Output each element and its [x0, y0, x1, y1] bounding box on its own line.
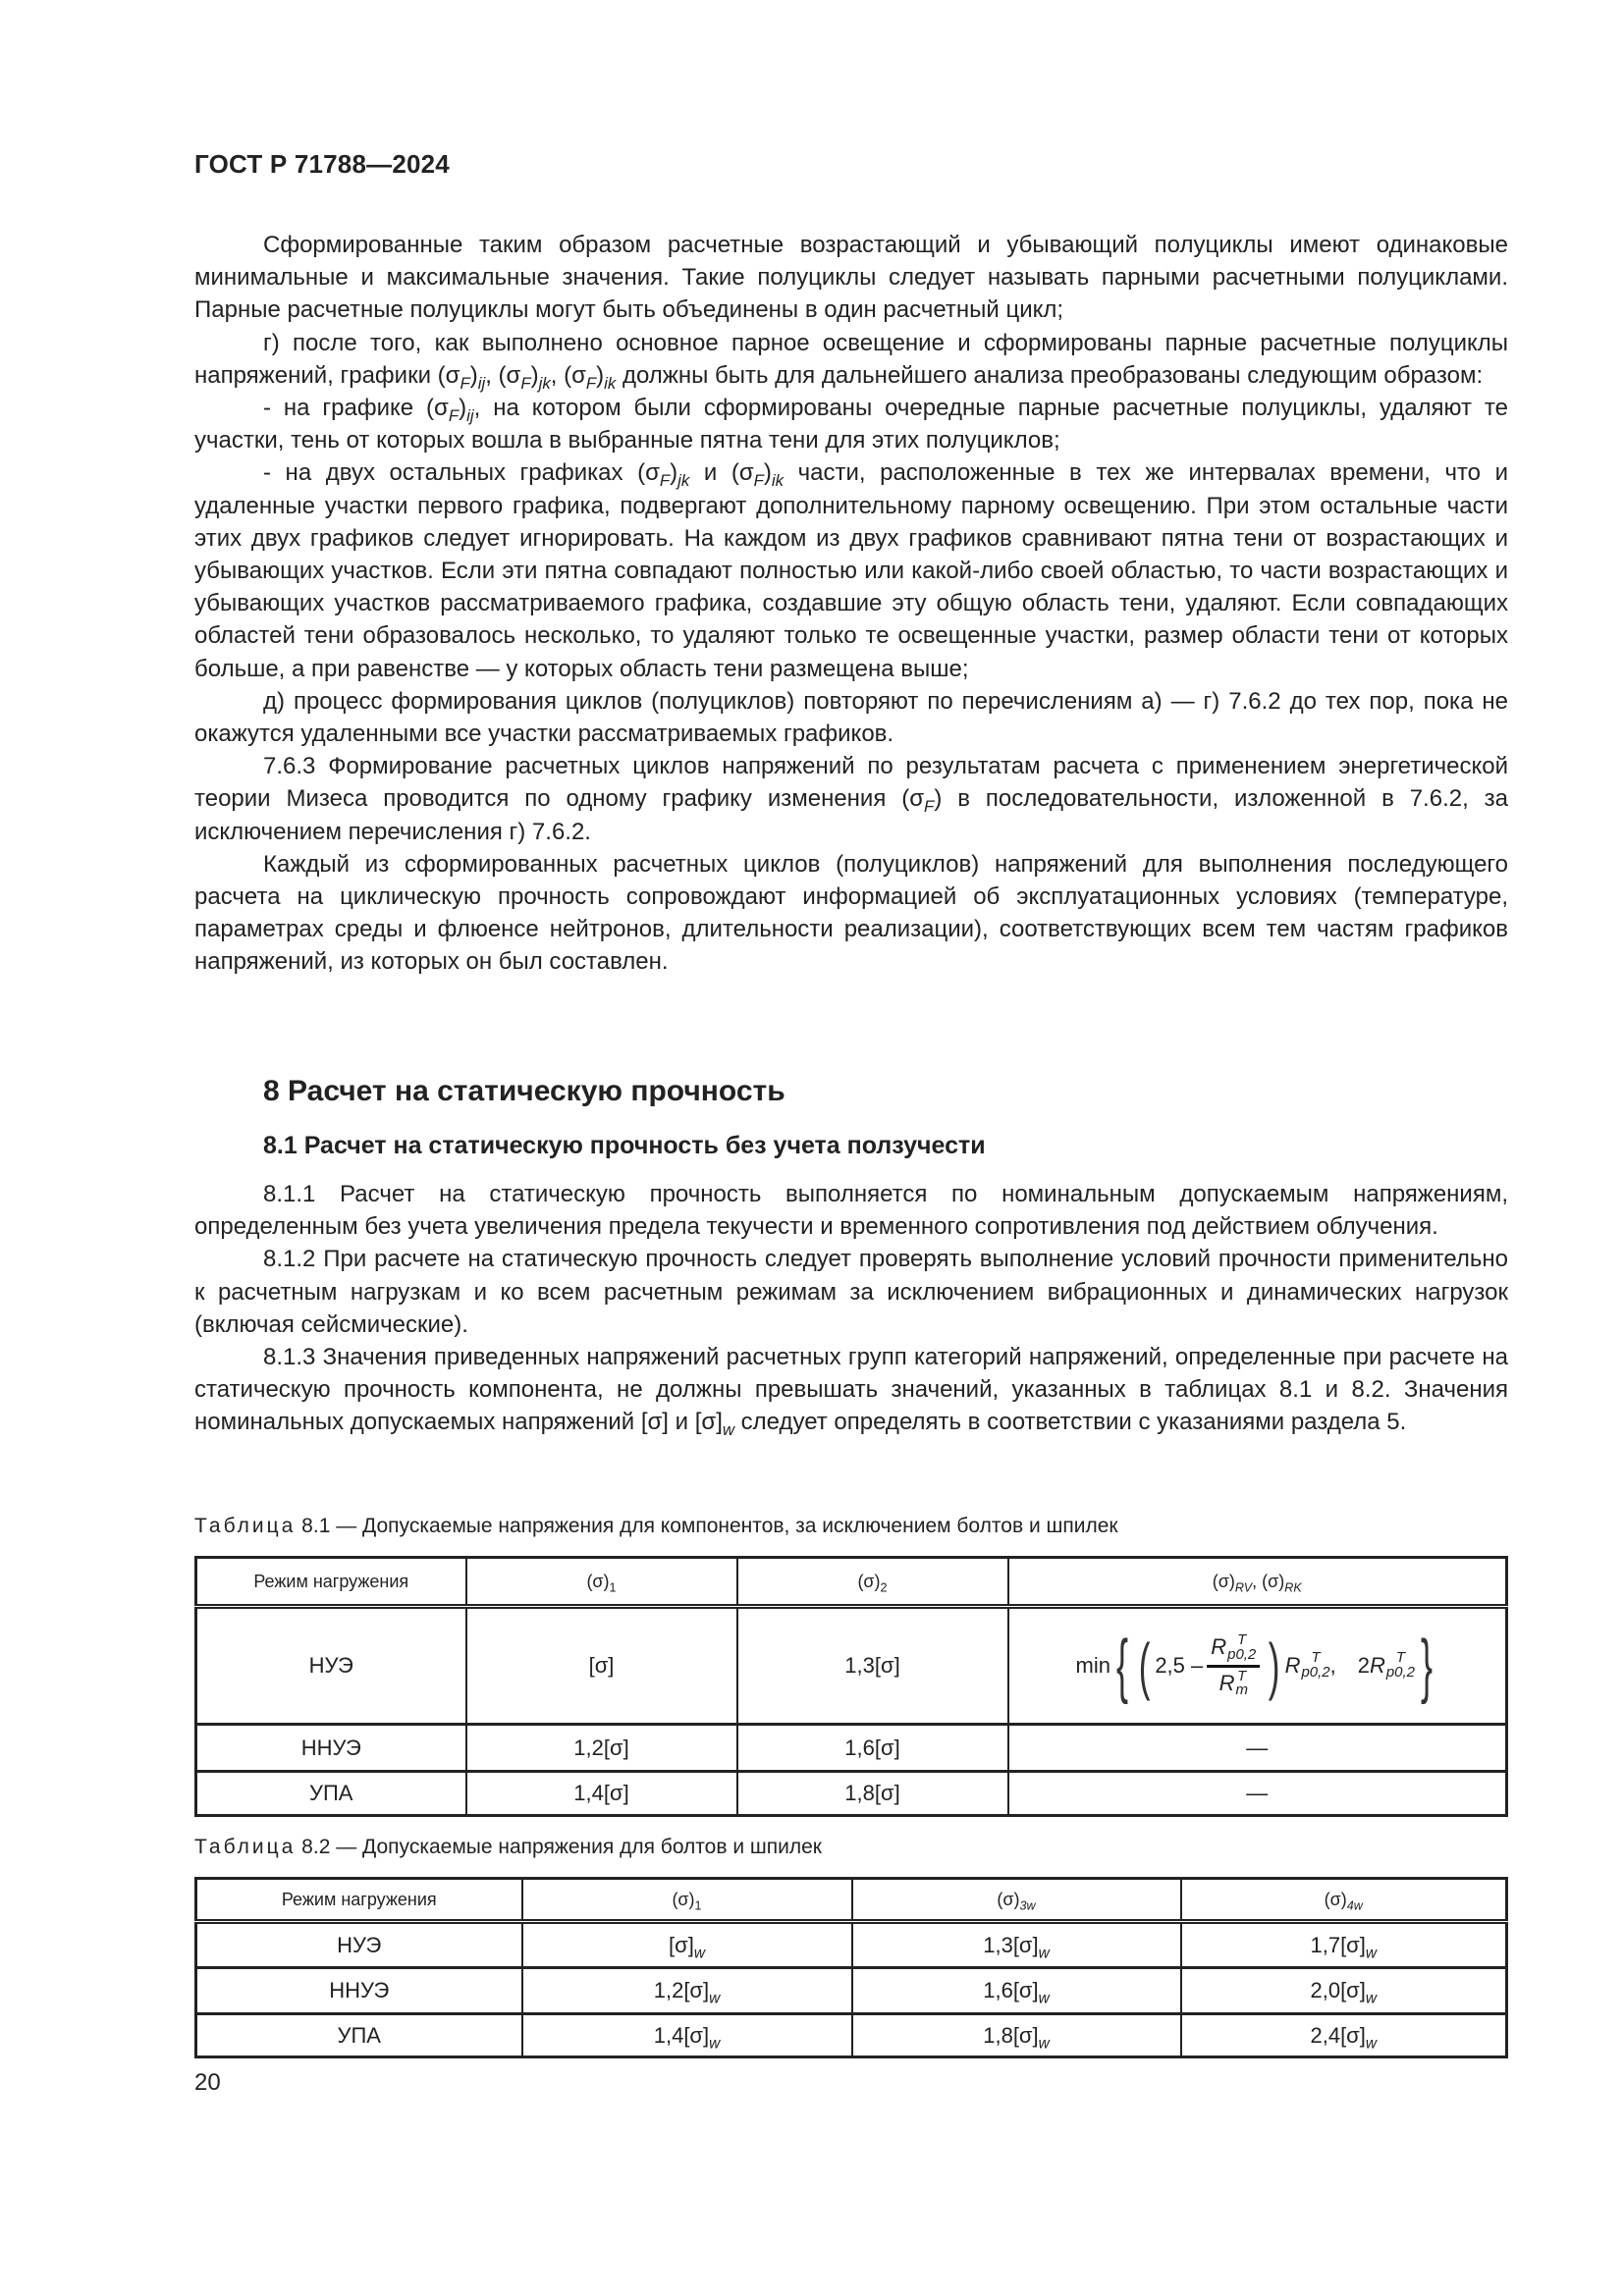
table-8-1-caption: Таблица 8.1 — Допускаемые напряжения для компонентов, за исключением болтов и шпилек	[194, 1515, 1118, 1537]
column-header-sigma1: $(\sigma)_1$	[522, 1879, 852, 1922]
table-header-row	[196, 1558, 1507, 1607]
paragraph-cycle-info: Каждый из сформированных расчетных циклов (полуциклов) напряжений для выполнения последующего расчета на циклическую прочность сопровождают информацией об эксплуатационных условиях (температуре, параметрах среды и флюенсе нейтронов, длительности реализации), соответствующих всем тем частям графиков напряжений, из которых он был составлен.	[194, 850, 1508, 976]
paragraph-item-g: г) после того, как выполнено основное парное освещение и сформированы парные расчетные полуциклы напряжений, графики $(\sigma_F)_{ij}$, $(\sigma_F)_{jk}$, $(\sigma_F)_{ik}$ должны быть для дальнейшего анализа преобразованы следующим образом:	[194, 329, 1508, 393]
cell-sigma-rv-rk: —	[1008, 1725, 1507, 1772]
cell-sigma1: [σ]	[466, 1607, 737, 1725]
cell-sigma1: 1,4[σ]	[466, 1772, 737, 1816]
cell-sigma4w: $2,0[\sigma]_w$	[1181, 1968, 1507, 2014]
cell-mode: ННУЭ	[196, 1725, 466, 1772]
cell-sigma3w: $1,8[\sigma]_w$	[852, 2014, 1181, 2057]
paragraph-dash-first-graph: - на графике $(\sigma_F)_{ij}$, на котором были сформированы очередные парные расчетные полуциклы, удаляют те участки, тень от которых вошла в выбранные пятна тени для этих полуциклов;	[194, 395, 1508, 454]
table-8-2-caption: Таблица 8.2 — Допускаемые напряжения для болтов и шпилек	[194, 1836, 822, 1858]
paragraph-item-d: д) процесс формирования циклов (полуциклов) повторяют по перечислениям а) — г) 7.6.2 до тех пор, пока не окажутся удаленными все участки рассматриваемых графиков.	[194, 687, 1508, 748]
paragraph-paired-halfcycles: Сформированные таким образом расчетные возрастающий и убывающий полуциклы имеют одинаковые минимальные и максимальные значения. Такие полуциклы следует называть парными расчетными полуциклами. Парные расчетные полуциклы могут быть объединены в один расчетный цикл;	[194, 232, 1508, 324]
paragraph-8-1-3: 8.1.3 Значения приведенных напряжений расчетных групп категорий напряжений, определенные при расчете на статическую прочность компонента, не должны превышать значений, указанных в таблицах 8.1 и 8.2. Значения номинальных допускаемых напряжений [σ] и $[\sigma]_w$ следует определять в соответствии с указаниями раздела 5.	[194, 1344, 1508, 1440]
table-row	[196, 1725, 1507, 1772]
column-header-sigma3w: $(\sigma)_{3w}$	[852, 1879, 1181, 1922]
paragraph-8-1-1: 8.1.1 Расчет на статическую прочность выполняется по номинальным допускаемым напряжениям, определенным без учета увеличения предела текучести и временного сопротивления под действием облучения.	[194, 1181, 1508, 1241]
cell-sigma2: 1,8[σ]	[737, 1772, 1008, 1816]
paragraph-8-1-2: 8.1.2 При расчете на статическую прочность следует проверять выполнение условий прочности применительно к расчетным нагрузкам и ко всем расчетным режимам за исключением вибрационных и динамических нагрузок (включая сейсмические).	[194, 1246, 1508, 1338]
subsection-8-1-heading: 8.1 Расчет на статическую прочность без учета ползучести	[263, 1132, 986, 1159]
document-designation: ГОСТ Р 71788—2024	[194, 149, 450, 179]
cell-sigma3w: $1,3[\sigma]_w$	[852, 1922, 1181, 1968]
column-header-sigma2: $(\sigma)_2$	[737, 1558, 1008, 1607]
cell-formula	[1008, 1607, 1507, 1725]
cell-sigma2: 1,6[σ]	[737, 1725, 1008, 1772]
table-row	[196, 1968, 1507, 2014]
cell-sigma1: $1,4[\sigma]_w$	[522, 2014, 852, 2057]
table-8-1	[194, 1556, 1508, 1817]
continued-text-block	[194, 229, 1508, 979]
section-8-heading: 8 Расчет на статическую прочность	[263, 1075, 785, 1107]
table-row	[196, 2014, 1507, 2057]
column-header-sigma-rv-rk: $(\sigma)_{RV}$, $(\sigma)_{RK}$	[1008, 1558, 1507, 1607]
column-header-mode: Режим нагружения	[196, 1879, 522, 1922]
page-number: 20	[194, 2069, 221, 2096]
section-8-text-block	[194, 1178, 1508, 1439]
table-row	[196, 1772, 1507, 1816]
min-formula: min { ( 2,5 – R T p0,2 R T m ) R T p0,2 , 2 R T p0,2 }	[1075, 1627, 1433, 1705]
cell-mode: НУЭ	[196, 1922, 522, 1968]
cell-mode: УПА	[196, 2014, 522, 2057]
table-header-row	[196, 1879, 1507, 1922]
column-header-sigma1: $(\sigma)_1$	[466, 1558, 737, 1607]
table-8-2	[194, 1877, 1508, 2058]
cell-mode: ННУЭ	[196, 1968, 522, 2014]
cell-mode: НУЭ	[196, 1607, 466, 1725]
table-row	[196, 1922, 1507, 1968]
column-header-sigma4w: $(\sigma)_{4w}$	[1181, 1879, 1507, 1922]
paragraph-7-6-3: 7.6.3 Формирование расчетных циклов напряжений по результатам расчета с применением энергетической теории Мизеса проводится по одному графику изменения $(\sigma_F)$ в последовательности, изложенной в 7.6.2, за исключением перечисления г) 7.6.2.	[194, 753, 1509, 845]
cell-sigma4w: $1,7[\sigma]_w$	[1181, 1922, 1507, 1968]
cell-sigma1: 1,2[σ]	[466, 1725, 737, 1772]
paragraph-dash-other-graphs: - на двух остальных графиках $(\sigma_F)_{jk}$ и $(\sigma_F)_{ik}$ части, расположенные в тех же интервалах времени, что и удаленные участки первого графика, подвергают дополнительному парному освещению. При этом остальные части этих двух графиков следует игнорировать. На каждом из двух графиков сравнивают пятна тени от возрастающих и убывающих участков. Если эти пятна совпадают полностью или какой-либо своей областью, то части возрастающих и убывающих участков рассматриваемого графика, создавшие эту общую область тени, удаляют. Если совпадающих областей тени образовалось несколько, то удаляют только те освещенные участки, размер области тени от которых больше, а при равенстве — у которых область тени размещена выше;	[194, 459, 1509, 682]
cell-mode: УПА	[196, 1772, 466, 1816]
table-row	[196, 1607, 1507, 1725]
cell-sigma1: $[\sigma]_w$	[522, 1922, 852, 1968]
cell-sigma2: 1,3[σ]	[737, 1607, 1008, 1725]
cell-sigma1: $1,2[\sigma]_w$	[522, 1968, 852, 2014]
column-header-mode: Режим нагружения	[196, 1558, 466, 1607]
cell-sigma3w: $1,6[\sigma]_w$	[852, 1968, 1181, 2014]
cell-sigma-rv-rk: —	[1008, 1772, 1507, 1816]
cell-sigma4w: $2,4[\sigma]_w$	[1181, 2014, 1507, 2057]
